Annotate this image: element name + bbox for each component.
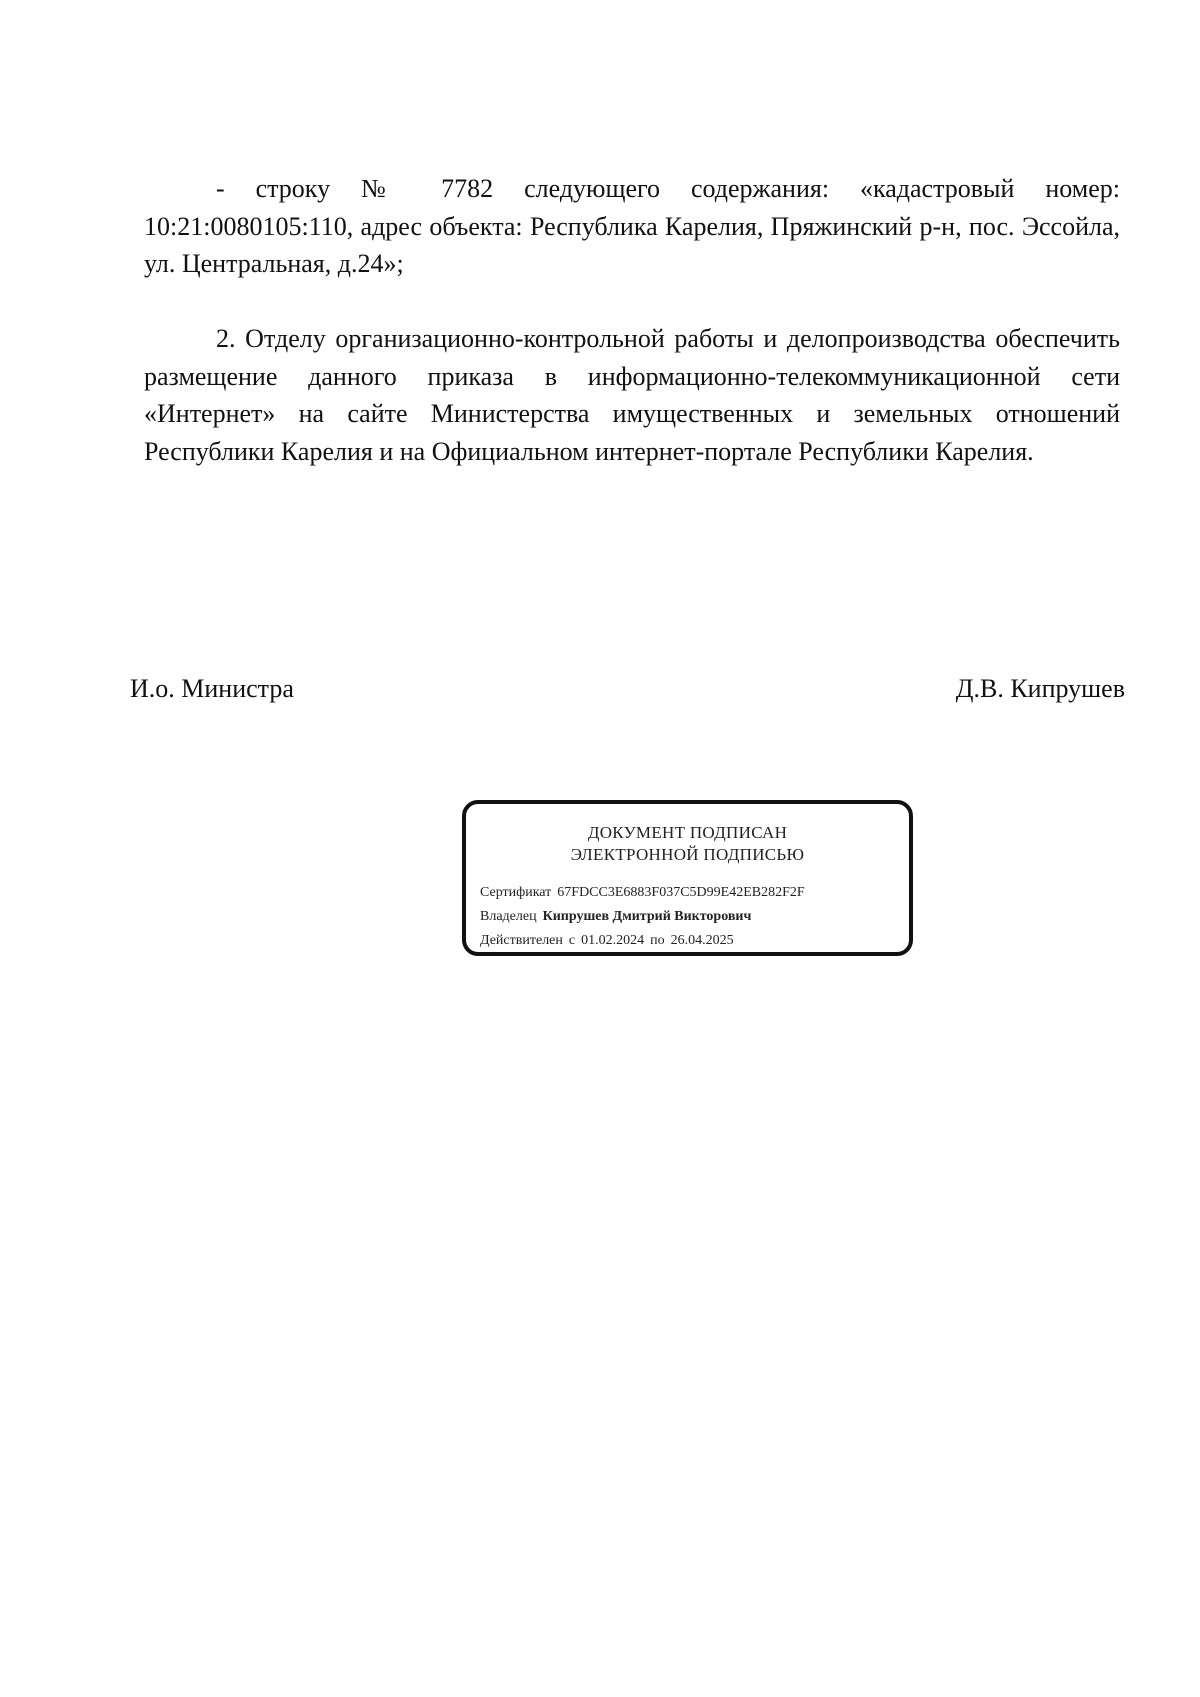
paragraph-row-7782: - строку № 7782 следующего содержания: «кадастровый номер: 10:21:0080105:110, адрес объекта: Республика Карелия, Пряжинский р-н, пос. Эссойла, ул. Центральная, д.24»; <box>144 174 1120 278</box>
signature-block <box>130 670 1125 707</box>
valid-label: Действителен <box>480 933 563 948</box>
certificate-label: Сертификат <box>480 885 552 900</box>
stamp-certificate <box>480 883 805 903</box>
valid-from: 01.02.2024 <box>581 933 645 948</box>
valid-from-label: с <box>568 933 576 948</box>
stamp-title <box>466 822 909 866</box>
electronic-signature-stamp <box>462 800 913 956</box>
certificate-value: 67FDCC3E6883F037C5D99E42EB282F2F <box>557 885 805 900</box>
stamp-title-line-1: ДОКУМЕНТ ПОДПИСАН <box>587 823 788 842</box>
owner-value: Кипрушев Дмитрий Викторович <box>542 909 752 924</box>
signer-position: И.о. Министра <box>130 674 294 703</box>
stamp-validity <box>480 931 734 951</box>
signer-name: Д.В. Кипрушев <box>955 674 1125 703</box>
valid-to-label: по <box>650 933 665 948</box>
paragraph-publication-order: 2. Отделу организационно-контрольной работы и делопроизводства обеспечить размещение данного приказа в информационно-телекоммуникационной сети «Интернет» на сайте Министерства имущественных и земельных отношений Республики Карелия и на Официальном интернет-портале Республики Карелия. <box>144 324 1120 466</box>
valid-to: 26.04.2025 <box>670 933 734 948</box>
stamp-owner <box>480 907 751 927</box>
owner-label: Владелец <box>480 909 537 924</box>
stamp-title-line-2: ЭЛЕКТРОННОЙ ПОДПИСЬЮ <box>570 845 805 864</box>
